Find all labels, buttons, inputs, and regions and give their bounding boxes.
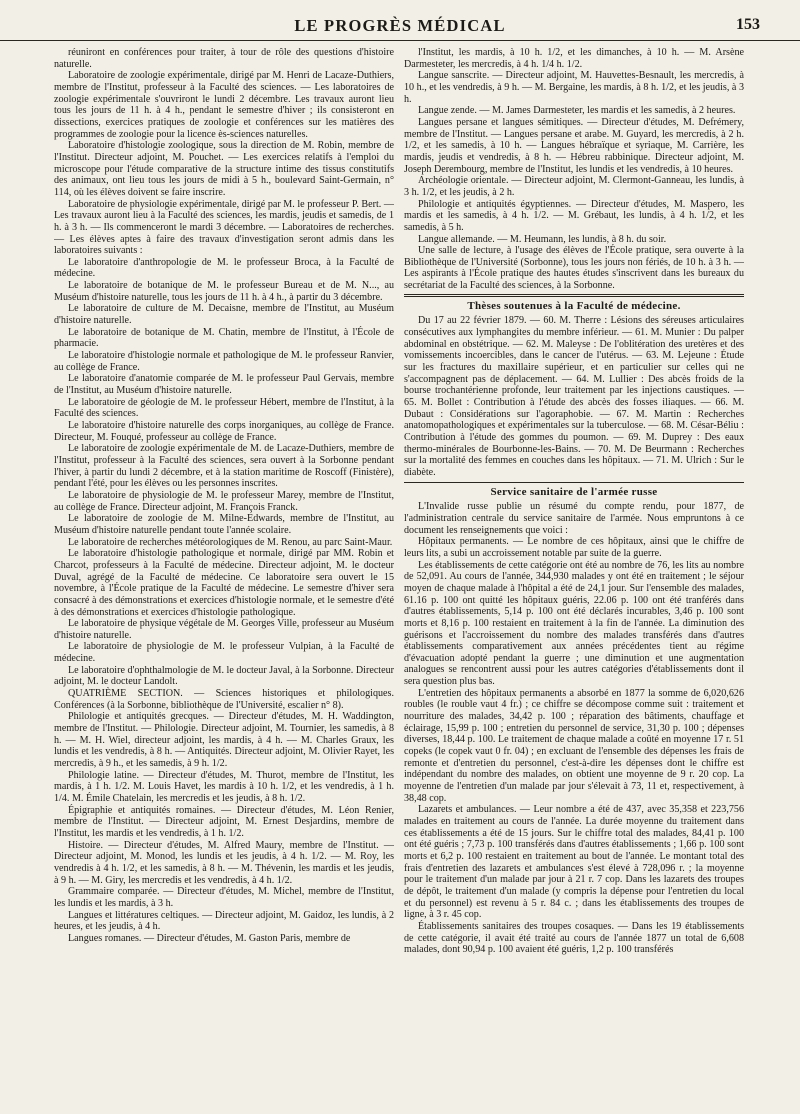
paragraph: Histoire. — Directeur d'études, M. Alfred Maury, membre de l'Institut. — Directeur adjoint, M. Monod, les lundis et les jeudis, à 4 h. 1/2. — M. Roy, les vendredis à 4 h. 1/2, et les samedis, à 8 h. — M. Thévenin, les mardis et les jeudis, à 9 h. — M. Giry, les mercredis et les vendredis, à 4 h. 1/2.	[54, 839, 394, 886]
paragraph: Le laboratoire de physiologie de M. le professeur Vulpian, à la Faculté de médecine.	[54, 641, 394, 665]
paragraph: Langue zende. — M. James Darmesteter, les mardis et les samedis, à 2 heures.	[418, 105, 736, 117]
right-column	[404, 47, 744, 1107]
paragraph: Langue allemande. — M. Heumann, les lundis, à 8 h. du soir.	[418, 233, 667, 245]
army-heading: Service sanitaire de l'armée russe	[490, 485, 658, 498]
paragraph: Laboratoire de zoologie expérimentale, dirigé par M. Henri de Lacaze-Duthiers, membre de l'Institut, professeur à la Faculté des sciences. — Les laboratoires de zoologie expérimentale s'ouvriront le lundi 2 décembre. Les travaux auront lieu tous les jours de 11 h. à 4 h., pendant le semestre d'hiver ; ils consisteront en dissections, exercices pratiques de zoologie et conférences sur les matières des programmes de zoologie pour la licence ès-sciences naturelles.	[54, 70, 394, 140]
paragraph: Les établissements de cette catégorie ont été au nombre de 76, les lits au nombre de 52,091. Au cours de l'année, 344,930 malades y ont été en traitement ; le séjour moyen de chaque malade à l'hôpital a été de 24,1 jour. Sur l'ensemble des malades, 61.16 p. 100 ont quitté les hôpitaux guéris, 22.06 p. 100 ont été tranférés dans d'autres établissements, 5,14 p. 100 ont été déclarés incurables, 3,46 p. 100 sont morts et 8,16 p. 100 restaient en traitement à la fin de l'année. La diminution des guérisons et l'accroissement du nombre des malades transférés dans d'autres établissements comparativement aux années précédentes tient au régime d'évacuation adopté pendant la guerre ; une diminution et une augmentation analogues se rencontrent aussi pour les autres catégories d'établissements dont il sera question plus bas.	[404, 559, 744, 688]
paragraph: Philologie latine. — Directeur d'études, M. Thurot, membre de l'Institut, les mardis, à 1 h. 1/2. M. Louis Havet, les mardis à 10 h. 1/2, et les vendredis, à 1 h. 1/4. M. Émile Chatelain, les mercredis et les jeudis, à 8 h. 1/2.	[54, 769, 394, 804]
paragraph: Langues persane et langues sémitiques. — Directeur d'études, M. Defrémery, membre de l'Institut. — Langues persane et arabe. M. Guyard, les mercredis, à 2 h. 1/2, et les samedis, à 10 h. — Langues hébraïque et syriaque, M. Carrière, les mardis, jeudis et vendredis, à 8 h. — Hébreu rabbinique. Directeur adjoint, M. Joseph Derembourg, membre de l'Institut, les lundis et les vendredis, à 10 heures.	[404, 116, 744, 175]
paragraph: Le laboratoire de zoologie expérimentale de M. de Lacaze-Duthiers, membre de l'Institut, professeur à la Faculté des sciences, sera ouvert à la Sorbonne pendant l'hiver, à partir du lundi 2 décembre, et à la station maritime de Roscoff (Finistère), pendant l'été, pour les élèves ou les personnes inscrites.	[54, 443, 394, 490]
journal-title: LE PROGRÈS MÉDICAL	[294, 16, 506, 35]
paragraph: Laboratoire d'histologie zoologique, sous la direction de M. Robin, membre de l'Institut. Directeur adjoint, M. Pouchet. — Les exercices relatifs à l'emploi du microscope pour l'étude comparative de la structure intime des tissus constitutifs des animaux, ont lieu tous les jours de midi à 5 h., boulevard Saint-Germain, n° 114, où les élèves doivent se faire inscrire.	[54, 140, 394, 198]
paragraph: Langues romanes. — Directeur d'études, M. Gaston Paris, membre de	[68, 932, 351, 944]
paragraph: Épigraphie et antiquités romaines. — Directeur d'études, M. Léon Renier, membre de l'Institut. — Directeur adjoint, M. Ernest Desjardins, membre de l'Institut, les mardis et les vendredis, à 1 h. 1/2.	[54, 804, 394, 839]
paragraph: Le laboratoire de physique végétale de M. Georges Ville, professeur au Muséum d'histoire naturelle.	[54, 618, 394, 641]
section-rule	[404, 294, 744, 297]
paragraph: Le laboratoire de physiologie de M. le professeur Marey, membre de l'Institut, au collège de France. Directeur adjoint, M. François Franck.	[54, 489, 394, 513]
paragraph: L'entretien des hôpitaux permanents a absorbé en 1877 la somme de 6,020,626 roubles (le rouble vaut 4 fr.) ; ce chiffre se décompose comme suit : traitement et nourriture des malades, 34,42 p. 100 ; réparation des bâtiments, chauffage et éclairage, 15,99 p. 100 ; entretien du personnel de service, 31,30 p. 100 ; dépenses diverses, 18,44 p. 100. Le traitement de chaque malade a coûté en moyenne 17 r. 51 copeks (le copek vaut 0 fr. 04) ; en excluant de l'ensemble des dépenses les frais de remonte et d'entretien du personnel, c'est-à-dire les dépenses dont le chiffre est indépendant du nombre des malades, on obtient une moyenne de 9 r. 20 cop. La moyenne de l'entretien d'un malade par jour s'élevait à 73, 11 et, respectivement, à 38,48 cop.	[404, 687, 744, 804]
paragraph: Le laboratoire de géologie de M. le professeur Hébert, membre de l'Institut, à la Faculté des sciences.	[54, 396, 394, 420]
paragraph: QUATRIÈME SECTION. — Sciences historiques et philologiques. Conférences (à la Sorbonne, bibliothèque de l'Université, escalier n° 8).	[54, 688, 394, 711]
paragraph: réuniront en conférences pour traiter, à tour de rôle des questions d'histoire naturelle.	[54, 47, 394, 70]
paragraph: Langues et littératures celtiques. — Directeur adjoint, M. Gaidoz, les lundis, à 2 heures, et les jeudis, à 4 h.	[54, 909, 394, 933]
left-column	[54, 47, 394, 1107]
paragraph: Le laboratoire de recherches météorologiques de M. Renou, au parc Saint-Maur.	[68, 536, 393, 548]
paragraph: Établissements sanitaires des troupes cosaques. — Dans les 19 établissements de cette catégorie, il avait été traité au cours de l'année 1877 un total de 6,608 malades, dont 90,94 p. 100 avaient été guéris, 1,2 p. 100 transférés	[404, 920, 744, 956]
page-header	[0, 14, 800, 41]
section-rule	[404, 482, 744, 483]
theses-paragraph: Du 17 au 22 février 1879. — 60. M. Therre : Lésions des séreuses articulaires consécutives aux lymphangites du membre inférieur. — 61. M. Munier : Du palper abdominal en obstétrique. — 62. M. Maleyse : De l'oblitération des uretères et des vomissements incoercibles, dans le cancer de l'utérus. — 63. M. Lejeune : Étude sur les fractures du maxillaire supérieur, et en particulier sur celles qui ne s'accompagnent pas de déplacement. — 64. M. Lullier : Des abcès froids de la bourse trochantérienne profonde, leur traitement par les injections caustiques. — 65. M. Bollet : Contribution à l'étude des abcès des fosses iliaques. — 66. M. Dubaut : Considérations sur l'agoraphobie. — 67. M. Martin : Recherches anatomopathologiques et expérimentales sur la tuberculose. — 68. M. César-Béliu : Contribution à l'étude des gommes du poumon. — 69. M. Duprey : Des eaux thermo-minérales de Bourbonne-les-Bains. — 70. M. De Beurmann : Recherches sur la mortalité des femmes en couches dans les hôpitaux. — 71. M. Ulrich : Sur le diabète.	[404, 315, 744, 478]
paragraph: Grammaire comparée. — Directeur d'études, M. Michel, membre de l'Institut, les lundis et les mardis, à 3 h.	[54, 886, 394, 909]
paragraph: Le laboratoire d'anatomie comparée de M. le professeur Paul Gervais, membre de l'Institut, au Muséum d'histoire naturelle.	[54, 373, 394, 397]
paragraph: Hôpitaux permanents. — Le nombre de ces hôpitaux, ainsi que le chiffre de leurs lits, a subi un accroissement notable par suite de la guerre.	[404, 536, 744, 559]
page-number: 153	[736, 16, 760, 33]
right-column-top	[404, 47, 744, 292]
army-article	[404, 501, 744, 956]
paragraph: Langue sanscrite. — Directeur adjoint, M. Hauvettes-Besnault, les mercredis, à 10 h., et les vendredis, à 9 h. — M. Bergaine, les mardis, à 8 h. 1/2, et les jeudis, à 3 h.	[404, 70, 744, 105]
paragraph: Le laboratoire d'ophthalmologie de M. le docteur Javal, à la Sorbonne. Directeur adjoint, M. le docteur Landolt.	[54, 664, 394, 688]
paragraph: Philologie et antiquités grecques. — Directeur d'études, M. H. Waddington, membre de l'Institut. — Philologie. Directeur adjoint, M. Tournier, les samedis, à 8 h. — M. H. Wiel, directeur adjoint, les mardis, à 4 h. — M. Charles Graux, les lundis et les vendredis, à 8 h. — Antiquités. Directeur adjoint, M. Olivier Rayet, les mercredis, à 9 h., et les samedis, à 9 h. 1/2.	[54, 711, 394, 770]
paragraph: Lazarets et ambulances. — Leur nombre a été de 437, avec 35,358 et 223,756 malades en traitement au cours de l'année. La durée moyenne du traitement dans ces établissements a été de 15 jours. Sur le chiffre total des malades, 84,41 p. 100 ont été guéris ; 7,73 p. 100 transférés dans d'autres établissements ; 1,66 p. 100 sont morts et 6,2 p. 100 restaient en traitement au bout de l'année. Le montant total des frais d'entretien des lazarets et ambulances s'est élevé à 728,096 r. ; la moyenne pour le traitement d'un malade par jour à 21 r. 7 cop. Dans les lazarets des troupes de dépôt, le traitement d'un malade (y compris la dépense pour l'entretien du local et du personnel) est revenu à 5 r. 84 c. ; dans les établissements des troupes de ligne, à 3 r. 45 cop.	[404, 804, 744, 921]
paragraph: Le laboratoire d'histologie pathologique et normale, dirigé par MM. Robin et Charcot, professeurs à la Faculté de médecine. Directeur adjoint, M. le docteur Duval, agrégé de la Faculté de médecine. Ce laboratoire sera ouvert le 15 novembre, à l'École pratique de la Faculté de médecine. Le semestre d'hiver sera consacré à des démonstrations et exercices d'histologie normale, et le semestre d'été à des démonstrations et exercices d'histologie pathologique.	[54, 548, 394, 618]
paragraph: L'Invalide russe publie un résumé du compte rendu, pour 1877, de l'administration centrale du service sanitaire de l'armée. Nous empruntons à ce document les renseignements que voici :	[404, 501, 744, 536]
paragraph: Le laboratoire de botanique de M. le professeur Bureau et de M. N..., au Muséum d'histoire naturelle, tous les jours de 11 h. à 4 h., à partir du 3 décembre.	[54, 280, 394, 303]
paragraph: Archéologie orientale. — Directeur adjoint, M. Clermont-Ganneau, les lundis, à 3 h. 1/2, et les jeudis, à 2 h.	[404, 175, 744, 198]
paragraph: Le laboratoire de zoologie de M. Milne-Edwards, membre de l'Institut, au Muséum d'histoire naturelle pendant toute l'année scolaire.	[54, 513, 394, 536]
paragraph: Philologie et antiquités égyptiennes. — Directeur d'études, M. Maspero, les mardis et les samedis, à 4 h. 1/2. — M. Grébaut, les lundis, à 4 h. 1/2, et les samedis, à 5 h.	[404, 198, 744, 233]
theses-heading: Thèses soutenues à la Faculté de médecine.	[467, 299, 681, 312]
paragraph: l'Institut, les mardis, à 10 h. 1/2, et les dimanches, à 10 h. — M. Arsène Darmesteter, les mercredis, à 4 h. 1/4 h. 1/2.	[404, 47, 744, 70]
paragraph: Le laboratoire d'histologie normale et pathologique de M. le professeur Ranvier, au collège de France.	[54, 350, 394, 373]
paragraph: Une salle de lecture, à l'usage des élèves de l'École pratique, sera ouverte à la Bibliothèque de l'Université (Sorbonne), tous les jours non fériés, de 10 h. à 3 h. — Les aspirants à l'École pratique des hautes études s'inscrivent dans les bureaux du secrétariat de la Faculté des sciences, à la Sorbonne.	[404, 245, 744, 292]
paragraph: Le laboratoire d'anthropologie de M. le professeur Broca, à la Faculté de médecine.	[54, 256, 394, 280]
paragraph: Le laboratoire de botanique de M. Chatin, membre de l'Institut, à l'École de pharmacie.	[54, 326, 394, 350]
paragraph: Laboratoire de physiologie expérimentale, dirigé par M. le professeur P. Bert. — Les travaux auront lieu à la Faculté des sciences, les mardis, jeudis et samedis, de 1 h. à 3 h. — Ils commenceront le mardi 3 décembre. — Laboratoires de recherches. — Les élèves aptes à faire des travaux d'investigation seront admis dans les laboratoires suivants :	[54, 198, 394, 257]
paragraph: Le laboratoire de culture de M. Decaisne, membre de l'Institut, au Muséum d'histoire naturelle.	[54, 303, 394, 327]
paragraph: Le laboratoire d'histoire naturelle des corps inorganiques, au collège de France. Directeur, M. Fouqué, professeur au collège de France.	[54, 420, 394, 443]
